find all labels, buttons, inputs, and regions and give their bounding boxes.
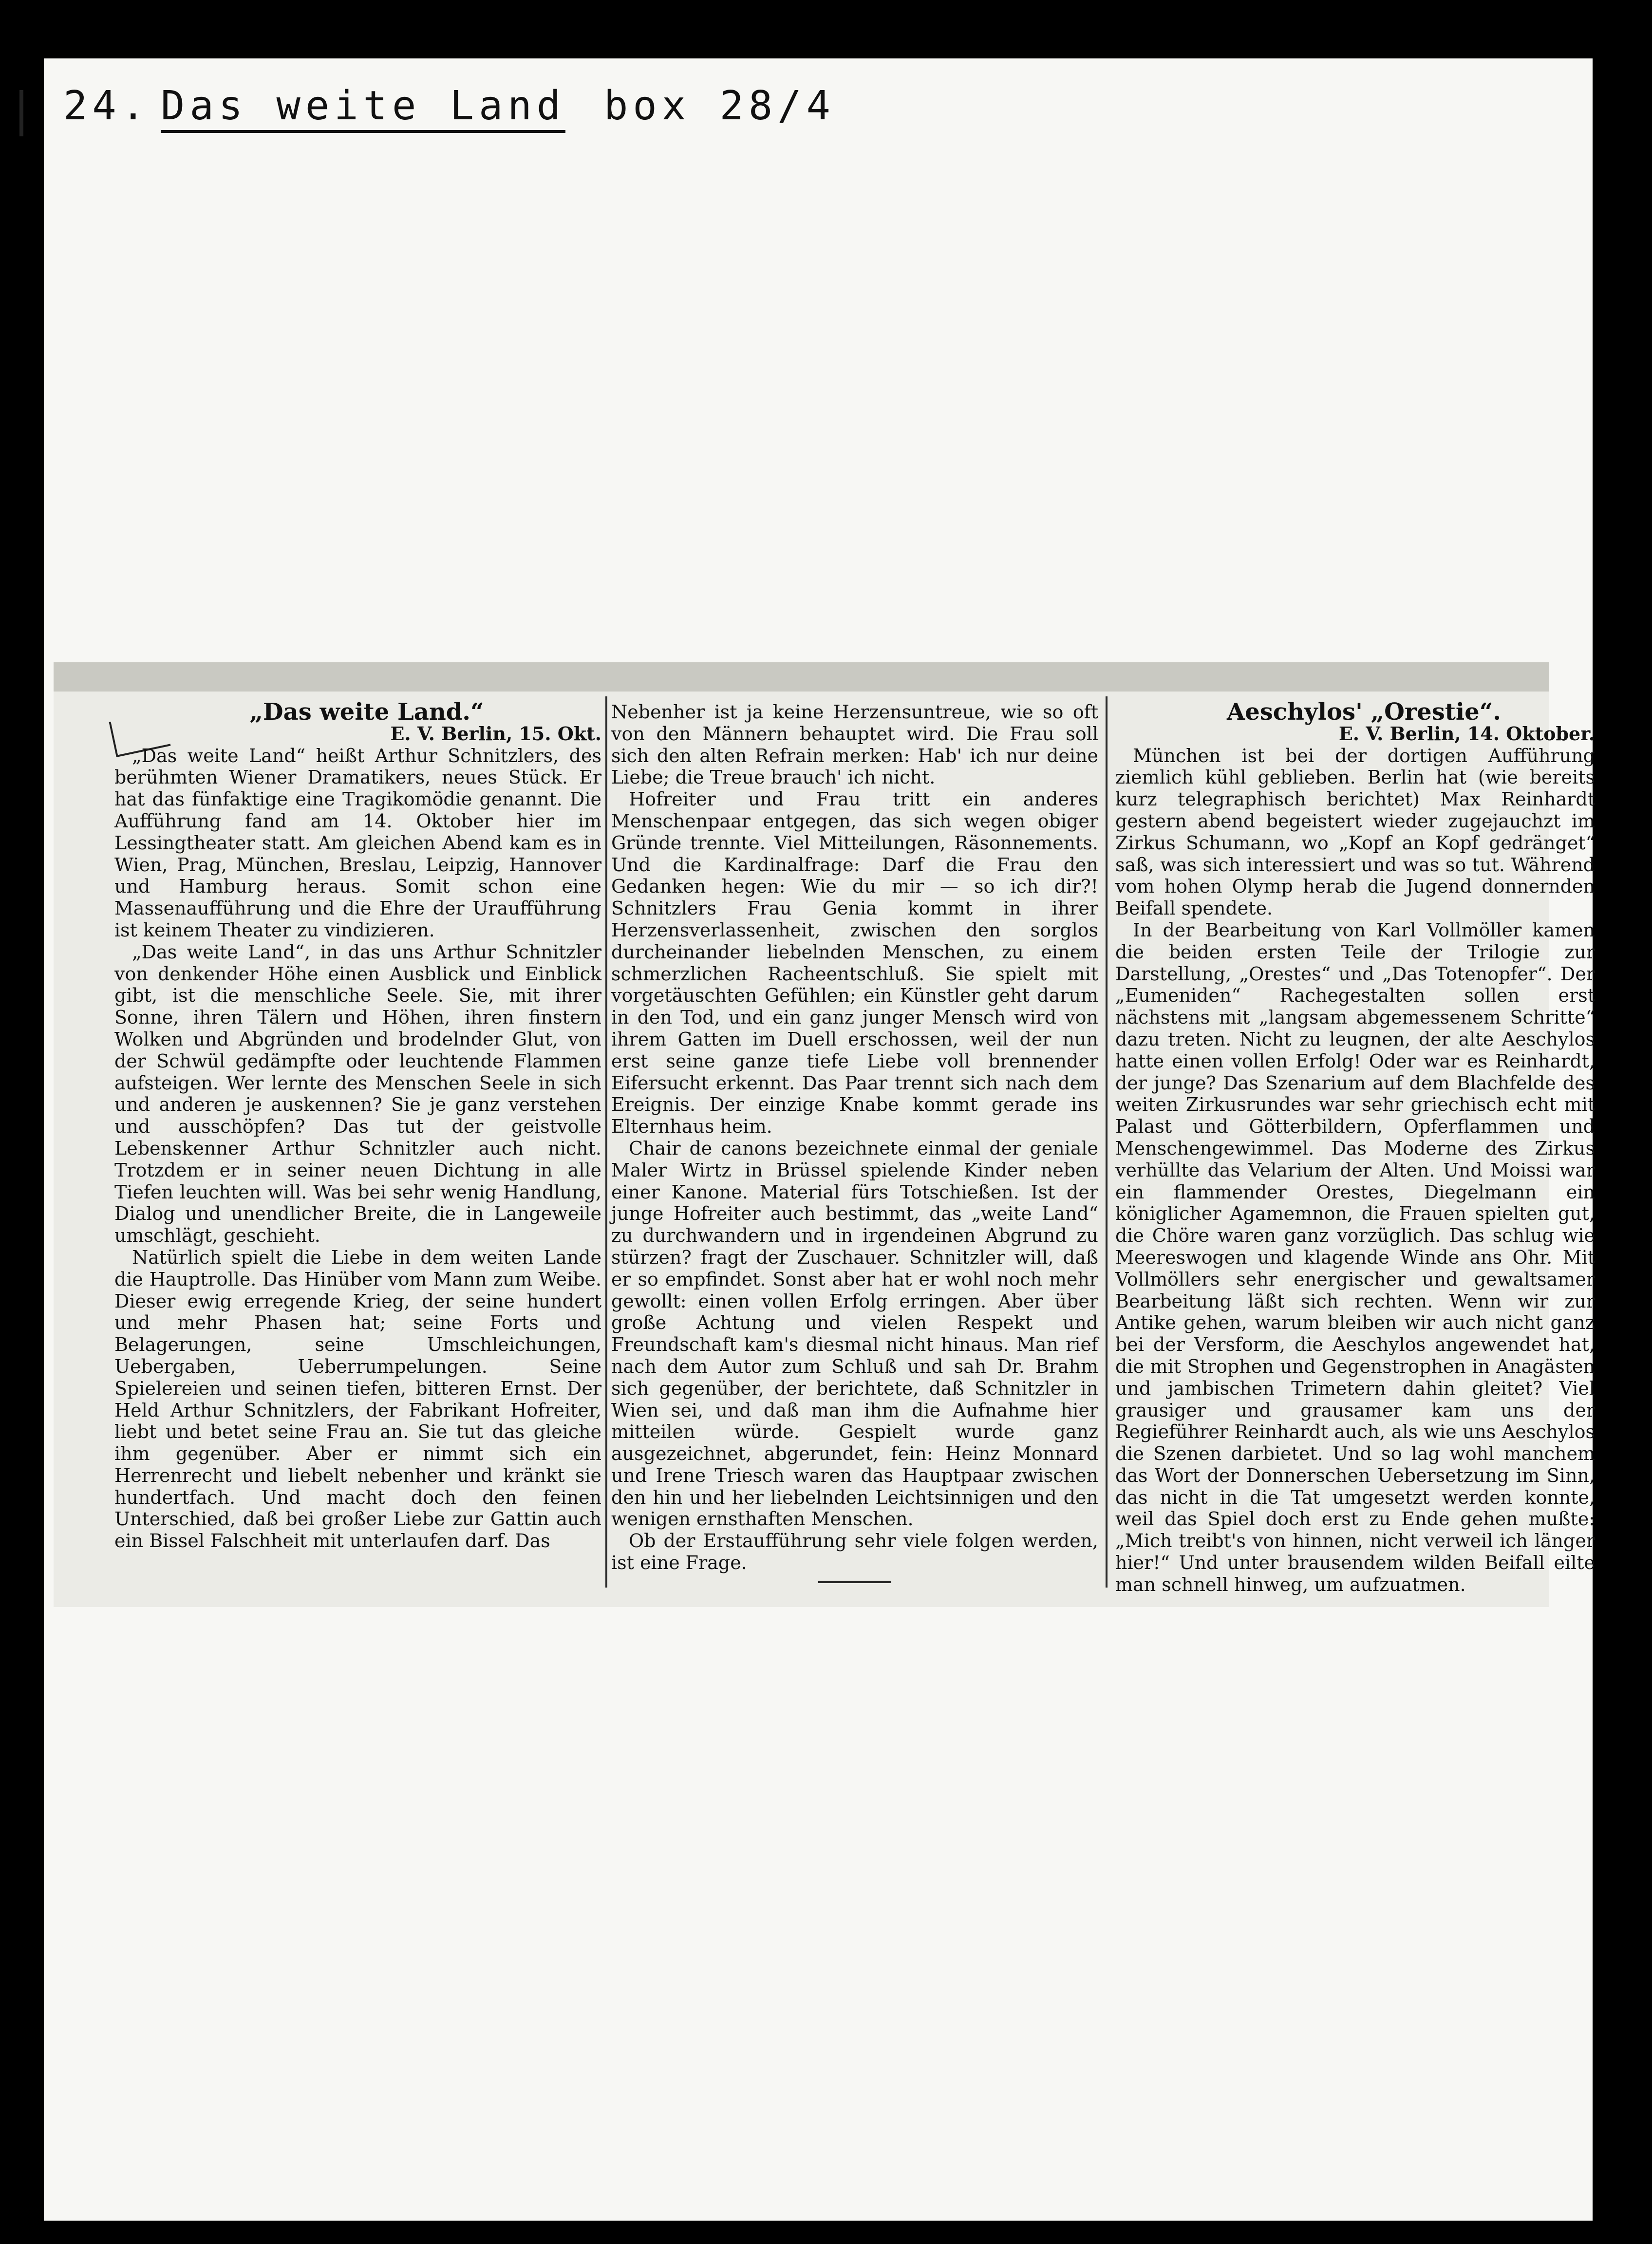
article1-cont-paragraph: Ob der Erstaufführung sehr viele folgen werden, ist eine Frage. (611, 1530, 1098, 1574)
header-number: 24. (63, 83, 150, 129)
article1-paragraph: „Das weite Land“ heißt Arthur Schnitzlers, des berühmten Wiener Dramatikers, neues Stück. Er hat das fünfaktige eine Tragikomödie genannt. Die Aufführung fand am 14. Oktober hier im Lessingtheater statt. Am gleichen Abend kam es in Wien, Prag, München, Breslau, Leipzig, Hannover und Hamburg heraus. Somit schon eine Massenaufführung und die Ehre der Uraufführung ist keinem Theater zu vindizieren. (114, 745, 601, 941)
column-divider (605, 696, 607, 1588)
article1-column (114, 698, 601, 1552)
article-end-rule (818, 1581, 891, 1583)
article1-paragraph: Natürlich spielt die Liebe in dem weiten Lande die Hauptrolle. Das Hinüber vom Mann zum Weibe. Dieser ewig erregende Krieg, der seine hundert und mehr Phasen hat; seine Forts und Belagerungen, seine Umschleichungen, Uebergaben, Ueberrumpelungen. Seine Spielereien und seinen tiefen, bitteren Ernst. Der Held Arthur Schnitzlers, der Fabrikant Hofreiter, liebt und betet seine Frau an. Sie tut das gleiche ihm gegenüber. Aber er nimmt sich ein Herrenrecht und liebelt nebenher und kränkt sie hundertfach. Und macht doch den feinen Unterschied, daß bei großer Liebe zur Gattin auch ein Bissel Falschheit mit unterlaufen darf. Das (114, 1246, 601, 1552)
header-box-label: box 28/4 (604, 83, 835, 129)
article2-column (1115, 698, 1595, 1596)
archive-header (0, 83, 877, 127)
article1-cont-paragraph: Nebenher ist ja keine Herzensuntreue, wie so oft von den Männern behauptet wird. Die Frau soll sich den alten Refrain merken: Hab' ich nur deine Liebe; die Treue brauch' ich nicht. (611, 701, 1098, 788)
article2-paragraph: München ist bei der dortigen Aufführung ziemlich kühl geblieben. Berlin hat (wie bereits kurz telegraphisch berichtet) Max Reinhardt gestern abend begeistert wieder zugejauchzt im Zirkus Schumann, wo „Kopf an Kopf gedränget“ saß, was sich interessiert und was so tut. Während vom hohen Olymp herab die Jugend donnernden Beifall spendete. (1115, 745, 1595, 919)
article2-headline: Aeschylos' „Orestie“. (1226, 698, 1502, 726)
article2-dateline: E. V. Berlin, 14. Oktober. (1338, 722, 1595, 745)
article1-headline: „Das weite Land.“ (249, 698, 484, 726)
column-divider (1106, 696, 1108, 1588)
article1-continuation-column (611, 701, 1098, 1583)
article2-paragraph: In der Bearbeitung von Karl Vollmöller kamen die beiden ersten Teile der Trilogie zur Darstellung, „Orestes“ und „Das Totenopfer“. Der „Eumeniden“ Rachegestalten sollen erst nächstens mit „langsam abgemessenem Schritte“ dazu treten. Nicht zu leugnen, der alte Aeschylos hatte einen vollen Erfolg! Oder war es Reinhardt, der junge? Das Szenarium auf dem Blachfelde des weiten Zirkusrundes war sehr griechisch echt mit Palast und Götterbildern, Opferflammen und Menschengewimmel. Das Moderne des Zirkus verhüllte das Velarium der Alten. Und Moissi war ein flammender Orestes, Diegelmann ein königlicher Agamemnon, die Frauen spielten gut, die Chöre waren ganz vorzüglich. Das schlug wie Meereswogen und klagende Winde ans Ohr. Mit Vollmöllers sehr energischer und gewaltsamer Bearbeitung läßt sich rechten. Wenn wir zur Antike gehen, warum bleiben wir auch nicht ganz bei der Versform, die Aeschylos angewendet hat, die mit Strophen und Gegenstrophen in Anagästen und jambischen Trimetern dahin gleitet? Viel grausiger und grausamer kam uns der Regieführer Reinhardt auch, als wie uns Aeschylos die Szenen darbietet. Und so lag wohl manchem das Wort der Donnerschen Uebersetzung im Sinn, das nicht in die Tat umgesetzt werden konnte, weil das Spiel doch erst zu Ende gehen mußte: „Mich treibt's von hinnen, nicht verweil ich länger hier!“ Und unter brausendem wilden Beifall eilte man schnell hinweg, um aufzuatmen. (1115, 919, 1595, 1595)
article1-dateline: E. V. Berlin, 15. Okt. (390, 722, 601, 745)
article1-paragraph: „Das weite Land“, in das uns Arthur Schnitzler von denkender Höhe einen Ausblick und Einblick gibt, ist die menschliche Seele. Sie, mit ihrer Sonne, ihren Tälern und Höhen, ihren finstern Wolken und Abgründen und brodelnder Glut, von der Schwül gedämpfte oder leuchtende Flammen aufsteigen. Wer lernte des Menschen Seele in sich und anderen je auskennen? Sie je ganz verstehen und ausschöpfen? Das tut der geistvolle Lebenskenner Arthur Schnitzler auch nicht. Trotzdem er in seiner neuen Dichtung in alle Tiefen leuchten will. Was bei sehr wenig Handlung, Dialog und unendlicher Breite, die in Langeweile umschlägt, geschieht. (114, 941, 601, 1247)
header-title: Das weite Land (161, 83, 565, 133)
article1-cont-paragraph: Chair de canons bezeichnete einmal der geniale Maler Wirtz in Brüssel spielende Kinder neben einer Kanone. Material fürs Totschießen. Ist der junge Hofreiter auch bestimmt, das „weite Land“ zu durchwandern und in irgendeinen Abgrund zu stürzen? fragt der Zuschauer. Schnitzler will, daß er so empfindet. Sonst aber hat er wohl noch mehr gewollt: einen vollen Erfolg erringen. Aber über große Achtung und vielen Respekt und Freundschaft kam's diesmal nicht hinaus. Man rief nach dem Autor zum Schluß und sah Dr. Brahm sich gegenüber, der berichtete, daß Schnitzler in Wien sei, und daß man ihm die Aufnahme hier mitteilen würde. Gespielt wurde ganz ausgezeichnet, abgerundet, fein: Heinz Monnard und Irene Triesch waren das Hauptpaar zwischen den hin und her liebelnden Leichtsinnigen und den wenigen ernsthaften Menschen. (611, 1137, 1098, 1530)
article1-cont-paragraph: Hofreiter und Frau tritt ein anderes Menschenpaar entgegen, das sich wegen obiger Gründe trennte. Viel Mitteilungen, Räsonnements. Und die Kardinalfrage: Darf die Frau den Gedanken hegen: Wie du mir — so ich dir?! Schnitzlers Frau Genia kommt in ihrer Herzensverlassenheit, zwischen den sorglos durcheinander liebelnden Menschen, zu einem schmerzlichen Racheentschluß. Sie spielt mit vorgetäuschten Gefühlen; ein Künstler geht darum in den Tod, und ein ganz junger Mensch wird von ihrem Gatten im Duell erschossen, weil der nun erst seine ganze tiefe Liebe voll brennender Eifersucht erkennt. Das Paar trennt sich nach dem Ereignis. Der einzige Knabe kommt gerade ins Elternhaus heim. (611, 788, 1098, 1138)
